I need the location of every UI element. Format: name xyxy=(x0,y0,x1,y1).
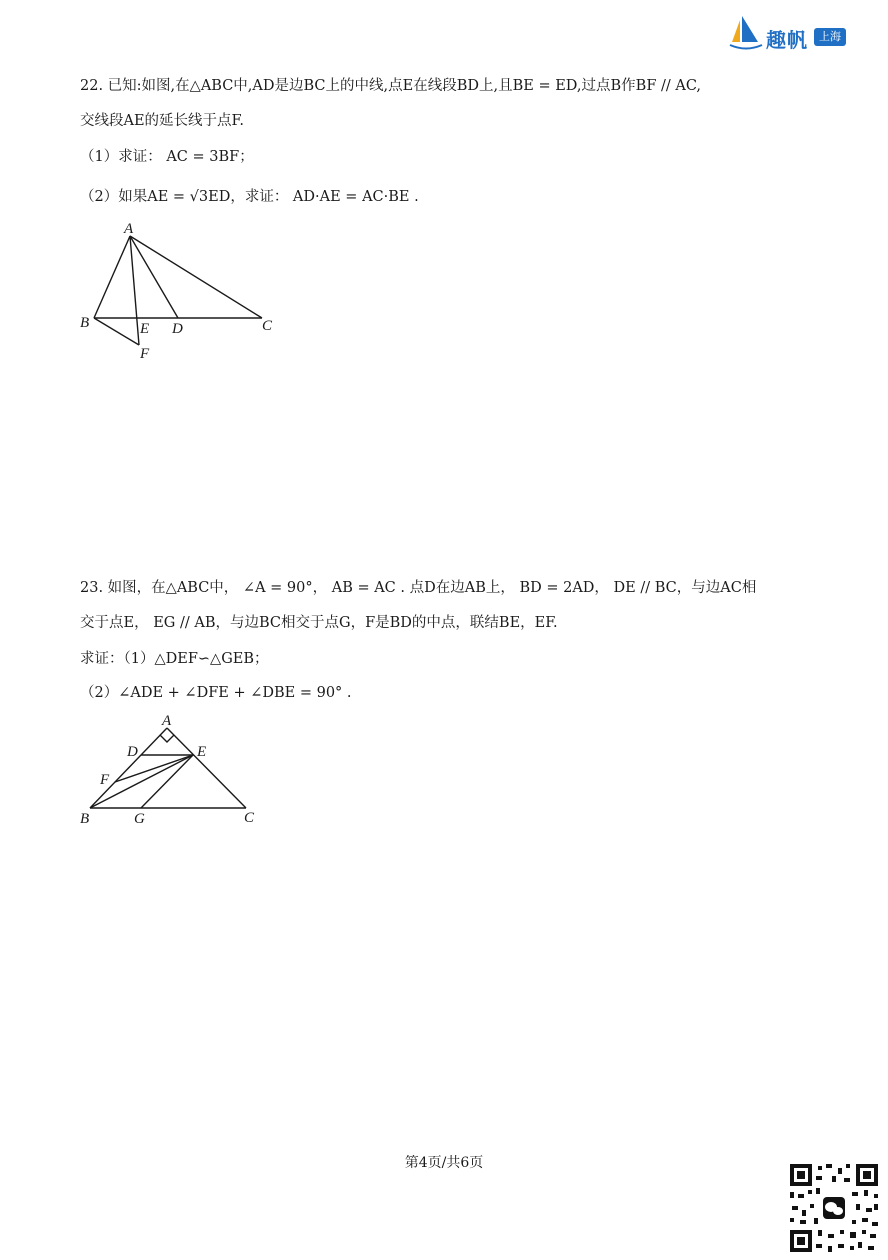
q22-line2: 交线段AE的延长线于点F. xyxy=(80,113,244,129)
label-B: B xyxy=(80,315,90,331)
q22-figure xyxy=(76,216,286,366)
label-F: F xyxy=(100,772,110,788)
segment-BF xyxy=(94,318,139,345)
label-B: B xyxy=(80,811,90,827)
label-A: A xyxy=(124,221,134,237)
segment-AC xyxy=(167,728,246,808)
q23-line2: 交于点E， EG // AB，与边BC相交于点G，F是BD的中点，联结BE，EF. xyxy=(80,615,558,631)
label-C: C xyxy=(244,810,255,826)
segment-AD xyxy=(130,236,178,318)
q23-part1: 求证：（1）△DEF∽△GEB； xyxy=(80,651,269,667)
q23-part2: （2）∠ADE + ∠DFE + ∠DBE = 90° . xyxy=(80,685,352,701)
segment-AB xyxy=(94,236,130,318)
label-C: C xyxy=(262,318,273,334)
q22-line1: 22. 已知:如图,在△ABC中,AD是边BC上的中线,点E在线段BD上,且BE = ED,过点B作BF // AC, xyxy=(80,78,702,94)
q22-part2: （2）如果AE = √3ED，求证： AD·AE = AC·BE . xyxy=(80,189,419,205)
label-F: F xyxy=(140,346,150,362)
q23-figure xyxy=(76,710,276,830)
label-D: D xyxy=(172,321,183,337)
brand-badge: 上海 xyxy=(814,28,846,46)
label-G: G xyxy=(134,811,145,827)
brand-logo xyxy=(728,14,850,54)
page-number: 第4页/共6页 xyxy=(404,1155,484,1171)
segment-AF xyxy=(130,236,139,345)
label-D: D xyxy=(127,744,138,760)
q22-part1: （1）求证： AC = 3BF； xyxy=(80,149,254,165)
q23-line1: 23. 如图，在△ABC中， ∠A = 90°， AB = AC . 点D在边AB上， BD = 2AD， DE // BC，与边AC相 xyxy=(80,580,757,596)
label-A: A xyxy=(162,713,172,729)
segment-EG xyxy=(141,755,193,808)
label-E: E xyxy=(197,744,207,760)
label-E: E xyxy=(140,321,150,337)
brand-name: 趣帆 xyxy=(766,28,808,52)
segment-AC xyxy=(130,236,262,318)
qr-code-icon xyxy=(786,1160,882,1256)
right-angle-mark xyxy=(160,735,174,742)
sailboat-icon xyxy=(728,14,768,54)
